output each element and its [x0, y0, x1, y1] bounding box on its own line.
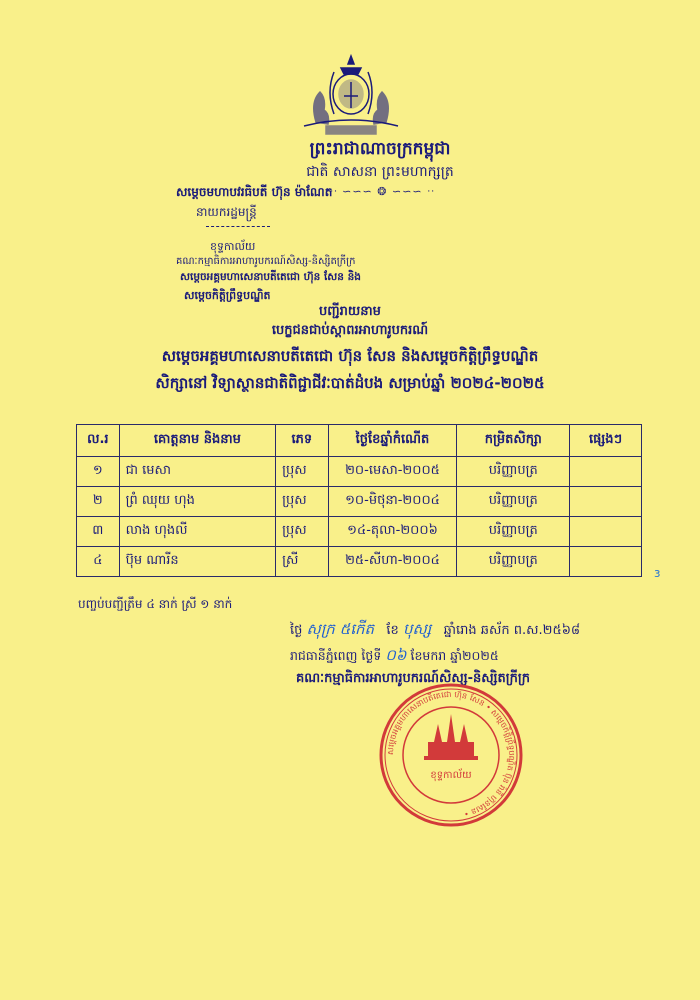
candidate-table	[76, 424, 642, 577]
from-line-1: សម្ដេចអគ្គមហាសេនាបតីតេជោ ហ៊ុន សែន និង	[180, 271, 361, 283]
reference-sender: សម្ដេចមហាបវរធិបតី ហ៊ុន ម៉ាណែត	[176, 185, 333, 199]
kingdom-heading: ព្រះរាជាណាចក្រកម្ពុជា	[309, 139, 451, 159]
solar-date	[290, 646, 499, 668]
cell-no: ២	[77, 487, 120, 517]
official-seal-icon	[376, 680, 526, 830]
header-note: ផ្សេងៗ	[570, 425, 642, 457]
header-dob: ថ្ងៃខែឆ្នាំកំណើត	[328, 425, 457, 457]
table-row	[77, 487, 642, 517]
institution-line: សិក្សានៅ វិទ្យាស្ថានជាតិពិជ្ជាជីវៈបាត់ដំបង សម្រាប់ឆ្នាំ ២០២៤-២០២៥	[155, 374, 545, 392]
header-sex: ភេទ	[276, 425, 328, 457]
cell-sex: ប្រុស	[276, 517, 328, 547]
solar-prefix: រាជធានីភ្នំពេញ ថ្ងៃទី	[290, 648, 382, 663]
list-summary: បញ្ចប់បញ្ជីត្រឹម ៤ នាក់ ស្រី ១ នាក់	[78, 597, 233, 611]
cell-no: ៣	[77, 517, 120, 547]
cell-name: ប៊ុម ណារីន	[119, 547, 276, 577]
lunar-day-label: ថ្ងៃ	[290, 623, 303, 638]
header-level: កម្រិតសិក្សា	[457, 425, 570, 457]
cell-note	[570, 457, 642, 487]
solar-day: ០៦	[385, 646, 407, 664]
lunar-month-label: ខែ	[386, 623, 399, 638]
cell-dob: ១៤-តុលា-២០០៦	[328, 517, 457, 547]
cell-level: បរិញ្ញាបត្រ	[457, 517, 570, 547]
cell-dob: ២៥-សីហា-២០០៤	[328, 547, 457, 577]
document-title: បញ្ជីរាយនាម	[319, 304, 381, 319]
lunar-date	[290, 620, 580, 642]
cell-name: លាង ហុងលី	[119, 517, 276, 547]
cell-sex: ប្រុស	[276, 457, 328, 487]
signatory: គណៈកម្មាធិការអាហារូបករណ៍សិស្ស-និស្សិតក្រីក្រ	[296, 671, 531, 686]
table-row	[77, 457, 642, 487]
cell-sex: ស្រី	[276, 547, 328, 577]
reference-title: នាយករដ្ឋមន្ត្រី	[196, 205, 257, 219]
lunar-year: ឆ្នាំរោង ឆស័ក ព.ស.២៥៦៨	[443, 623, 581, 638]
table-row	[77, 517, 642, 547]
divider	[206, 226, 270, 227]
header-no: ល.រ	[77, 425, 120, 457]
table-header-row	[77, 425, 642, 457]
royal-emblem-icon	[296, 52, 406, 138]
committee-name: គណៈកម្មាធិការអាហារូបករណ៍សិស្ស-និស្សិតក្រីក្រ	[176, 256, 356, 267]
handwritten-mark: ɜ	[654, 566, 661, 580]
from-line-2: សម្ដេចកិត្តិព្រឹទ្ធបណ្ឌិត	[184, 289, 271, 302]
seal-ring-text: សម្ដេចអគ្គមហាសេនាបតីតេជោ ហ៊ុន សែន • សម្ដេចកិត្តិព្រឹទ្ធបណ្ឌិត ប៊ុន រ៉ានី ហ៊ុនសែន •	[385, 689, 517, 819]
cell-note	[570, 517, 642, 547]
lunar-day-value: សុក្រ ៥កើត	[306, 620, 374, 638]
seal-center-text: ខុទ្ទកាល័យ	[430, 770, 472, 781]
cell-level: បរិញ្ញាបត្រ	[457, 487, 570, 517]
cell-name: ព្រំ ឈុយ ហុង	[119, 487, 276, 517]
national-motto: ជាតិ សាសនា ព្រះមហាក្សត្រ	[306, 164, 454, 180]
motto-ornament: ᐧᐧ ∽∽∽ ❂ ∽∽∽ ᐧᐧ	[330, 185, 435, 198]
scholarship-name: សម្ដេចអគ្គមហាសេនាបតីតេជោ ហ៊ុន សែន និងសម្ដេចកិត្តិព្រឹទ្ធបណ្ឌិត	[161, 347, 539, 365]
cell-note	[570, 547, 642, 577]
lunar-month-value: បុស្ស	[402, 620, 432, 638]
cell-no: ១	[77, 457, 120, 487]
header-name: គោត្តនាម និងនាម	[119, 425, 276, 457]
cell-note	[570, 487, 642, 517]
cell-level: បរិញ្ញាបត្រ	[457, 547, 570, 577]
table-row	[77, 547, 642, 577]
office-name: ខុទ្ទកាល័យ	[210, 240, 256, 253]
document-subtitle: បេក្ខជនជាប់ស្ដាពរអាហារូបករណ៍	[271, 323, 429, 338]
solar-month-year: ខែមករា ឆ្នាំ២០២៥	[410, 648, 499, 663]
cell-dob: ២០-មេសា-២០០៥	[328, 457, 457, 487]
cell-name: ជា មេសា	[119, 457, 276, 487]
cell-level: បរិញ្ញាបត្រ	[457, 457, 570, 487]
cell-dob: ១០-មិថុនា-២០០៤	[328, 487, 457, 517]
cell-no: ៤	[77, 547, 120, 577]
cell-sex: ប្រុស	[276, 487, 328, 517]
